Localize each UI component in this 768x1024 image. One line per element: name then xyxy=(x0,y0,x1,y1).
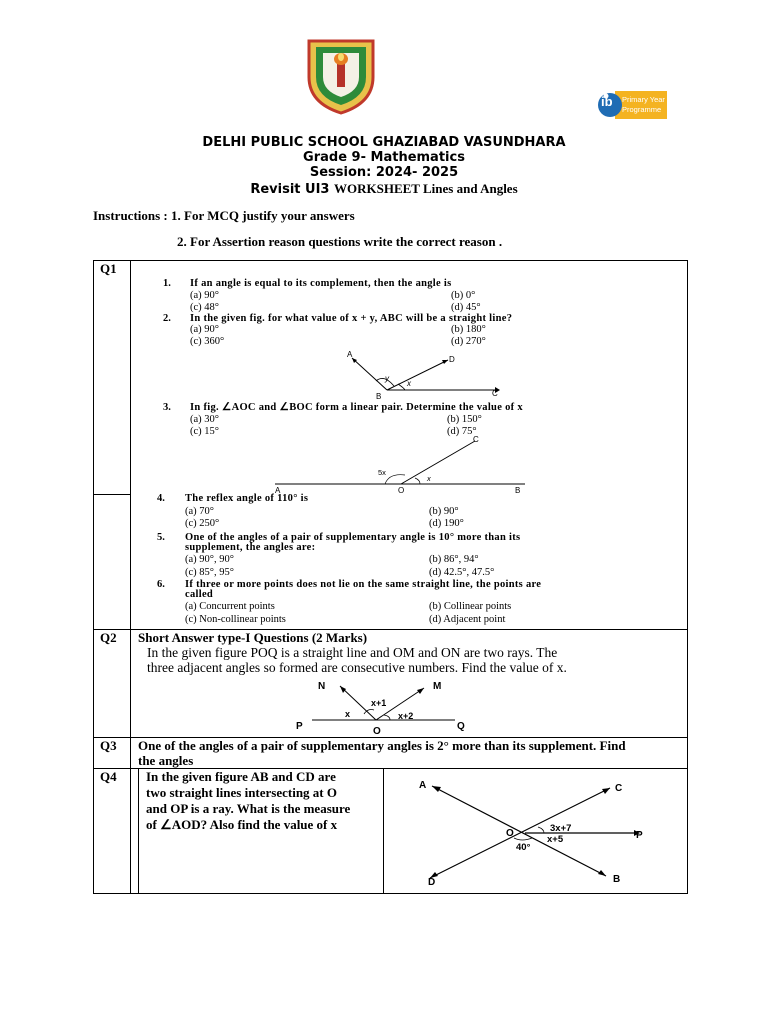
q3-label: Q3 xyxy=(100,738,117,753)
mcq-option-d: (d) 42.5°, 47.5° xyxy=(429,567,495,578)
mcq-number: 4. xyxy=(157,493,165,504)
mcq-number: 5. xyxy=(157,532,165,543)
q2-label: Q2 xyxy=(100,630,117,645)
mcq-option-b: (b) 150° xyxy=(447,414,482,425)
q4-fig-label-3x7: 3x+7 xyxy=(550,823,572,834)
figure-poq-rays xyxy=(290,676,480,736)
q1-label: Q1 xyxy=(100,261,117,276)
ib-pyp-logo xyxy=(597,88,667,122)
q2-fig-label-n: N xyxy=(318,681,326,692)
q2-fig-label-x: x xyxy=(345,709,351,719)
grade-title: Grade 9- Mathematics xyxy=(303,150,465,165)
table-col-divider-q4 xyxy=(138,768,139,894)
school-logo xyxy=(303,33,379,115)
q2-fig-label-m: M xyxy=(433,681,442,692)
q2-heading: Short Answer type-I Questions (2 Marks) xyxy=(138,630,368,645)
q2-fig-label-q: Q xyxy=(457,721,465,732)
q4-label: Q4 xyxy=(100,769,117,784)
worksheet-title xyxy=(0,181,768,197)
mcq-question: One of the angles of a pair of supplementary angle is 10° more than its xyxy=(185,532,521,543)
fig3-label-5x: 5x xyxy=(378,468,386,477)
ib-logo-text-1: Primary Year xyxy=(622,95,665,104)
mcq-option-a: (a) 70° xyxy=(185,506,214,517)
q4-fig-label-c: C xyxy=(615,783,623,794)
mcq-number: 2. xyxy=(163,313,171,324)
q4-text-line: and OP is a ray. What is the measure xyxy=(146,801,351,816)
q4-text-line: two straight lines intersecting at O xyxy=(146,785,338,800)
mcq-option-b: (b) 180° xyxy=(451,324,486,335)
table-col-divider xyxy=(130,260,131,894)
mcq-option-c: (c) 48° xyxy=(190,302,219,313)
q3-text-line-1: One of the angles of a pair of supplementary angles is 2° more than its supplement. Find xyxy=(138,738,626,753)
fig2-label-y: y xyxy=(385,374,389,383)
mcq-option-c: (c) 250° xyxy=(185,518,220,529)
fig3-label-b: B xyxy=(515,486,521,495)
mcq-question: The reflex angle of 110° is xyxy=(185,493,309,504)
q4-text-line: In the given figure AB and CD are xyxy=(146,769,336,784)
fig2-label-x: x xyxy=(407,379,411,388)
figure-intersecting-lines xyxy=(410,774,660,890)
mcq-option-b: (b) 86°, 94° xyxy=(429,554,479,565)
mcq-option-a: (a) 90° xyxy=(190,324,219,335)
q4-fig-label-x5: x+5 xyxy=(547,834,564,845)
mcq-option-c: (c) 85°, 95° xyxy=(185,567,234,578)
mcq-option-a: (a) 30° xyxy=(190,414,219,425)
school-name: DELHI PUBLIC SCHOOL GHAZIABAD VASUNDHARA xyxy=(202,135,566,150)
q2-fig-label-x1: x+1 xyxy=(371,698,387,708)
mcq-option-b: (b) 90° xyxy=(429,506,459,517)
q4-fig-label-40: 40° xyxy=(516,842,531,853)
worksheet-label: WORKSHEET Lines and Angles xyxy=(334,181,518,196)
mcq-option-b: (b) 0° xyxy=(451,290,476,301)
mcq-question-cont: called xyxy=(185,589,214,600)
mcq-question: If three or more points does not lie on the same straight line, the points are xyxy=(185,579,542,590)
fig3-label-x: x xyxy=(427,474,431,483)
mcq-number: 3. xyxy=(163,402,171,413)
mcq-number: 6. xyxy=(157,579,165,590)
mcq-option-d: (d) 190° xyxy=(429,518,464,529)
q2-text-line-1: In the given figure POQ is a straight line and OM and ON are two rays. The xyxy=(147,645,558,660)
q4-fig-label-d: D xyxy=(428,877,436,888)
figure-abc-straight-line xyxy=(330,348,510,400)
table-col-divider-q4-right xyxy=(383,768,384,894)
mcq-question: In the given fig. for what value of x + y, ABC will be a straight line? xyxy=(190,313,513,324)
mcq-option-c: (c) 360° xyxy=(190,336,225,347)
instructions-line-1: Instructions : 1. For MCQ justify your answers xyxy=(93,208,355,223)
mcq-option-c: (c) Non-collinear points xyxy=(185,614,286,625)
fig2-label-d: D xyxy=(449,355,455,364)
revisit-label: Revisit UI3 xyxy=(250,182,330,197)
session-title: Session: 2024- 2025 xyxy=(309,165,459,180)
mcq-option-d: (d) 45° xyxy=(451,302,481,313)
q2-fig-label-x2: x+2 xyxy=(398,711,414,721)
fig3-label-o: O xyxy=(398,486,405,495)
mcq-option-d: (d) 270° xyxy=(451,336,486,347)
figure-linear-pair xyxy=(265,435,535,495)
mcq-option-d: (d) Adjacent point xyxy=(429,614,506,625)
q4-fig-label-b: B xyxy=(613,874,621,885)
q4-fig-label-o: O xyxy=(506,828,514,839)
ib-logo-text-2: Programme xyxy=(622,105,662,114)
fig2-label-a: A xyxy=(347,350,353,359)
fig2-label-c: C xyxy=(492,389,498,398)
mcq-option-d: (d) 75° xyxy=(447,426,477,437)
q2-text-line-2: three adjacent angles so formed are consecutive numbers. Find the value of x. xyxy=(147,660,567,675)
q4-fig-label-p: P xyxy=(636,830,643,841)
ib-mark: ib xyxy=(601,94,613,109)
mcq-question-cont: supplement, the angles are: xyxy=(185,542,316,553)
fig2-label-b: B xyxy=(376,392,382,400)
mcq-option-a: (a) 90° xyxy=(190,290,219,301)
mcq-option-c: (c) 15° xyxy=(190,426,219,437)
q2-fig-label-o: O xyxy=(373,726,381,736)
mcq-question: In fig. ∠AOC and ∠BOC form a linear pair. Determine the value of x xyxy=(190,402,523,413)
fig3-label-c: C xyxy=(473,435,479,444)
fig3-label-a: A xyxy=(275,486,281,495)
mcq-question: If an angle is equal to its complement, then the angle is xyxy=(190,278,452,289)
q4-text-line: of ∠AOD? Also find the value of x xyxy=(146,817,338,832)
mcq-option-a: (a) Concurrent points xyxy=(185,601,275,612)
q3-text-line-2: the angles xyxy=(138,753,194,768)
mcq-option-a: (a) 90°, 90° xyxy=(185,554,234,565)
q4-fig-label-a: A xyxy=(419,780,427,791)
q2-fig-label-p: P xyxy=(296,721,303,732)
mcq-option-b: (b) Collinear points xyxy=(429,601,512,612)
mcq-number: 1. xyxy=(163,278,171,289)
instructions-line-2: 2. For Assertion reason questions write the correct reason . xyxy=(177,234,503,249)
table-row-divider-q1-internal xyxy=(93,494,131,495)
